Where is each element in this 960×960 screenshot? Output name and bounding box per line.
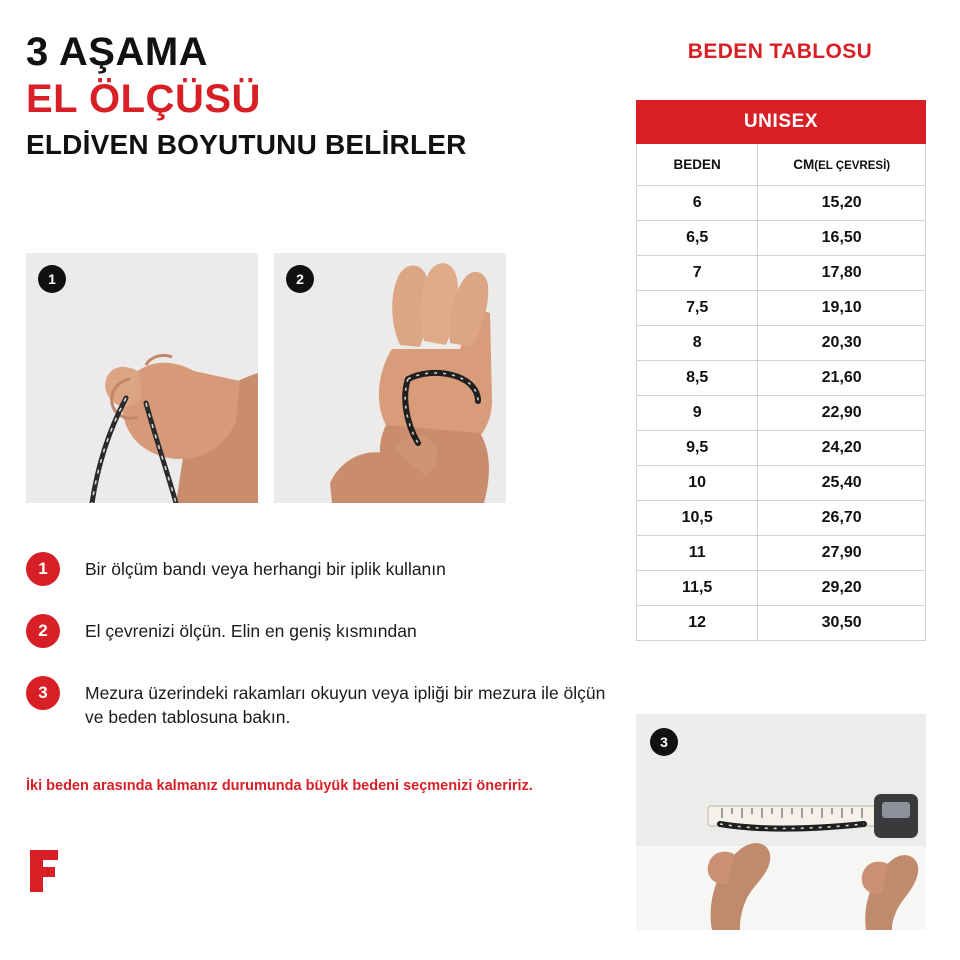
cm-value: 25,40 [758, 466, 926, 501]
headline-line-1: 3 AŞAMA [26, 30, 209, 74]
size-value: 9,5 [637, 431, 758, 466]
brand-logo-icon [28, 848, 64, 894]
size-value: 10 [637, 466, 758, 501]
cm-value: 20,30 [758, 326, 926, 361]
photo-step-3 [636, 714, 926, 930]
cm-value: 16,50 [758, 221, 926, 256]
table-row [637, 466, 926, 501]
table-row [637, 186, 926, 221]
cm-value: 21,60 [758, 361, 926, 396]
cm-value: 19,10 [758, 291, 926, 326]
step-text-3: Mezura üzerindeki rakamları okuyun veya ipliği bir mezura ile ölçün ve beden tablosuna bakın. [85, 683, 606, 728]
photo-badge-3: 3 [650, 728, 678, 756]
photo-badge-1: 1 [38, 265, 66, 293]
table-row [637, 501, 926, 536]
brand-logo [28, 848, 64, 894]
headline-block [26, 30, 626, 161]
step-text-1: Bir ölçüm bandı veya herhangi bir iplik kullanın [85, 559, 446, 579]
table-row [637, 256, 926, 291]
table-row [637, 291, 926, 326]
headline-line-2: EL ÖLÇÜSÜ [26, 76, 261, 121]
headline-line-3: ELDİVEN BOYUTUNU BELİRLER [26, 128, 467, 160]
size-value: 6,5 [637, 221, 758, 256]
photo-step-1 [26, 253, 258, 503]
size-value: 7,5 [637, 291, 758, 326]
string-around-palm-illustration [274, 253, 506, 503]
col-2-suffix: (EL ÇEVRESİ) [814, 160, 891, 172]
size-value: 11 [637, 536, 758, 571]
steps-list [26, 552, 626, 757]
table-row [637, 396, 926, 431]
cm-value: 30,50 [758, 606, 926, 641]
size-value: 10,5 [637, 501, 758, 536]
size-value: 8,5 [637, 361, 758, 396]
step-item [26, 676, 626, 729]
cm-value: 29,20 [758, 571, 926, 606]
table-row [637, 536, 926, 571]
step-item [26, 614, 626, 648]
step-number-2: 2 [26, 614, 60, 648]
cm-value: 27,90 [758, 536, 926, 571]
step-number-3: 3 [26, 676, 60, 710]
table-row [637, 326, 926, 361]
footnote-text: İki beden arasında kalmanız durumunda büyük bedeni seçmenizi öneririz. [26, 778, 533, 794]
size-value: 9 [637, 396, 758, 431]
table-row [637, 431, 926, 466]
photo-badge-2: 2 [286, 265, 314, 293]
size-value: 7 [637, 256, 758, 291]
cm-value: 22,90 [758, 396, 926, 431]
table-row [637, 221, 926, 256]
photo-row [26, 253, 506, 503]
col-2-prefix: CM [793, 157, 815, 172]
size-table-title: BEDEN TABLOSU [687, 40, 873, 63]
cm-value: 24,20 [758, 431, 926, 466]
table-row [637, 606, 926, 641]
cm-value: 15,20 [758, 186, 926, 221]
size-table-col-2-header [758, 144, 926, 186]
table-row [637, 361, 926, 396]
photo-step-2 [274, 253, 506, 503]
size-value: 8 [637, 326, 758, 361]
size-value: 11,5 [637, 571, 758, 606]
cm-value: 26,70 [758, 501, 926, 536]
step-text-2: El çevrenizi ölçün. Elin en geniş kısmından [85, 621, 417, 641]
step-number-1: 1 [26, 552, 60, 586]
step-item [26, 552, 626, 586]
table-row [637, 571, 926, 606]
size-table-header: UNISEX [637, 101, 926, 144]
size-value: 6 [637, 186, 758, 221]
cm-value: 17,80 [758, 256, 926, 291]
size-table [636, 100, 926, 641]
size-value: 12 [637, 606, 758, 641]
hand-holding-string-illustration [26, 253, 258, 503]
tape-measure-illustration [636, 714, 926, 930]
size-table-col-1-header: BEDEN [637, 144, 758, 186]
